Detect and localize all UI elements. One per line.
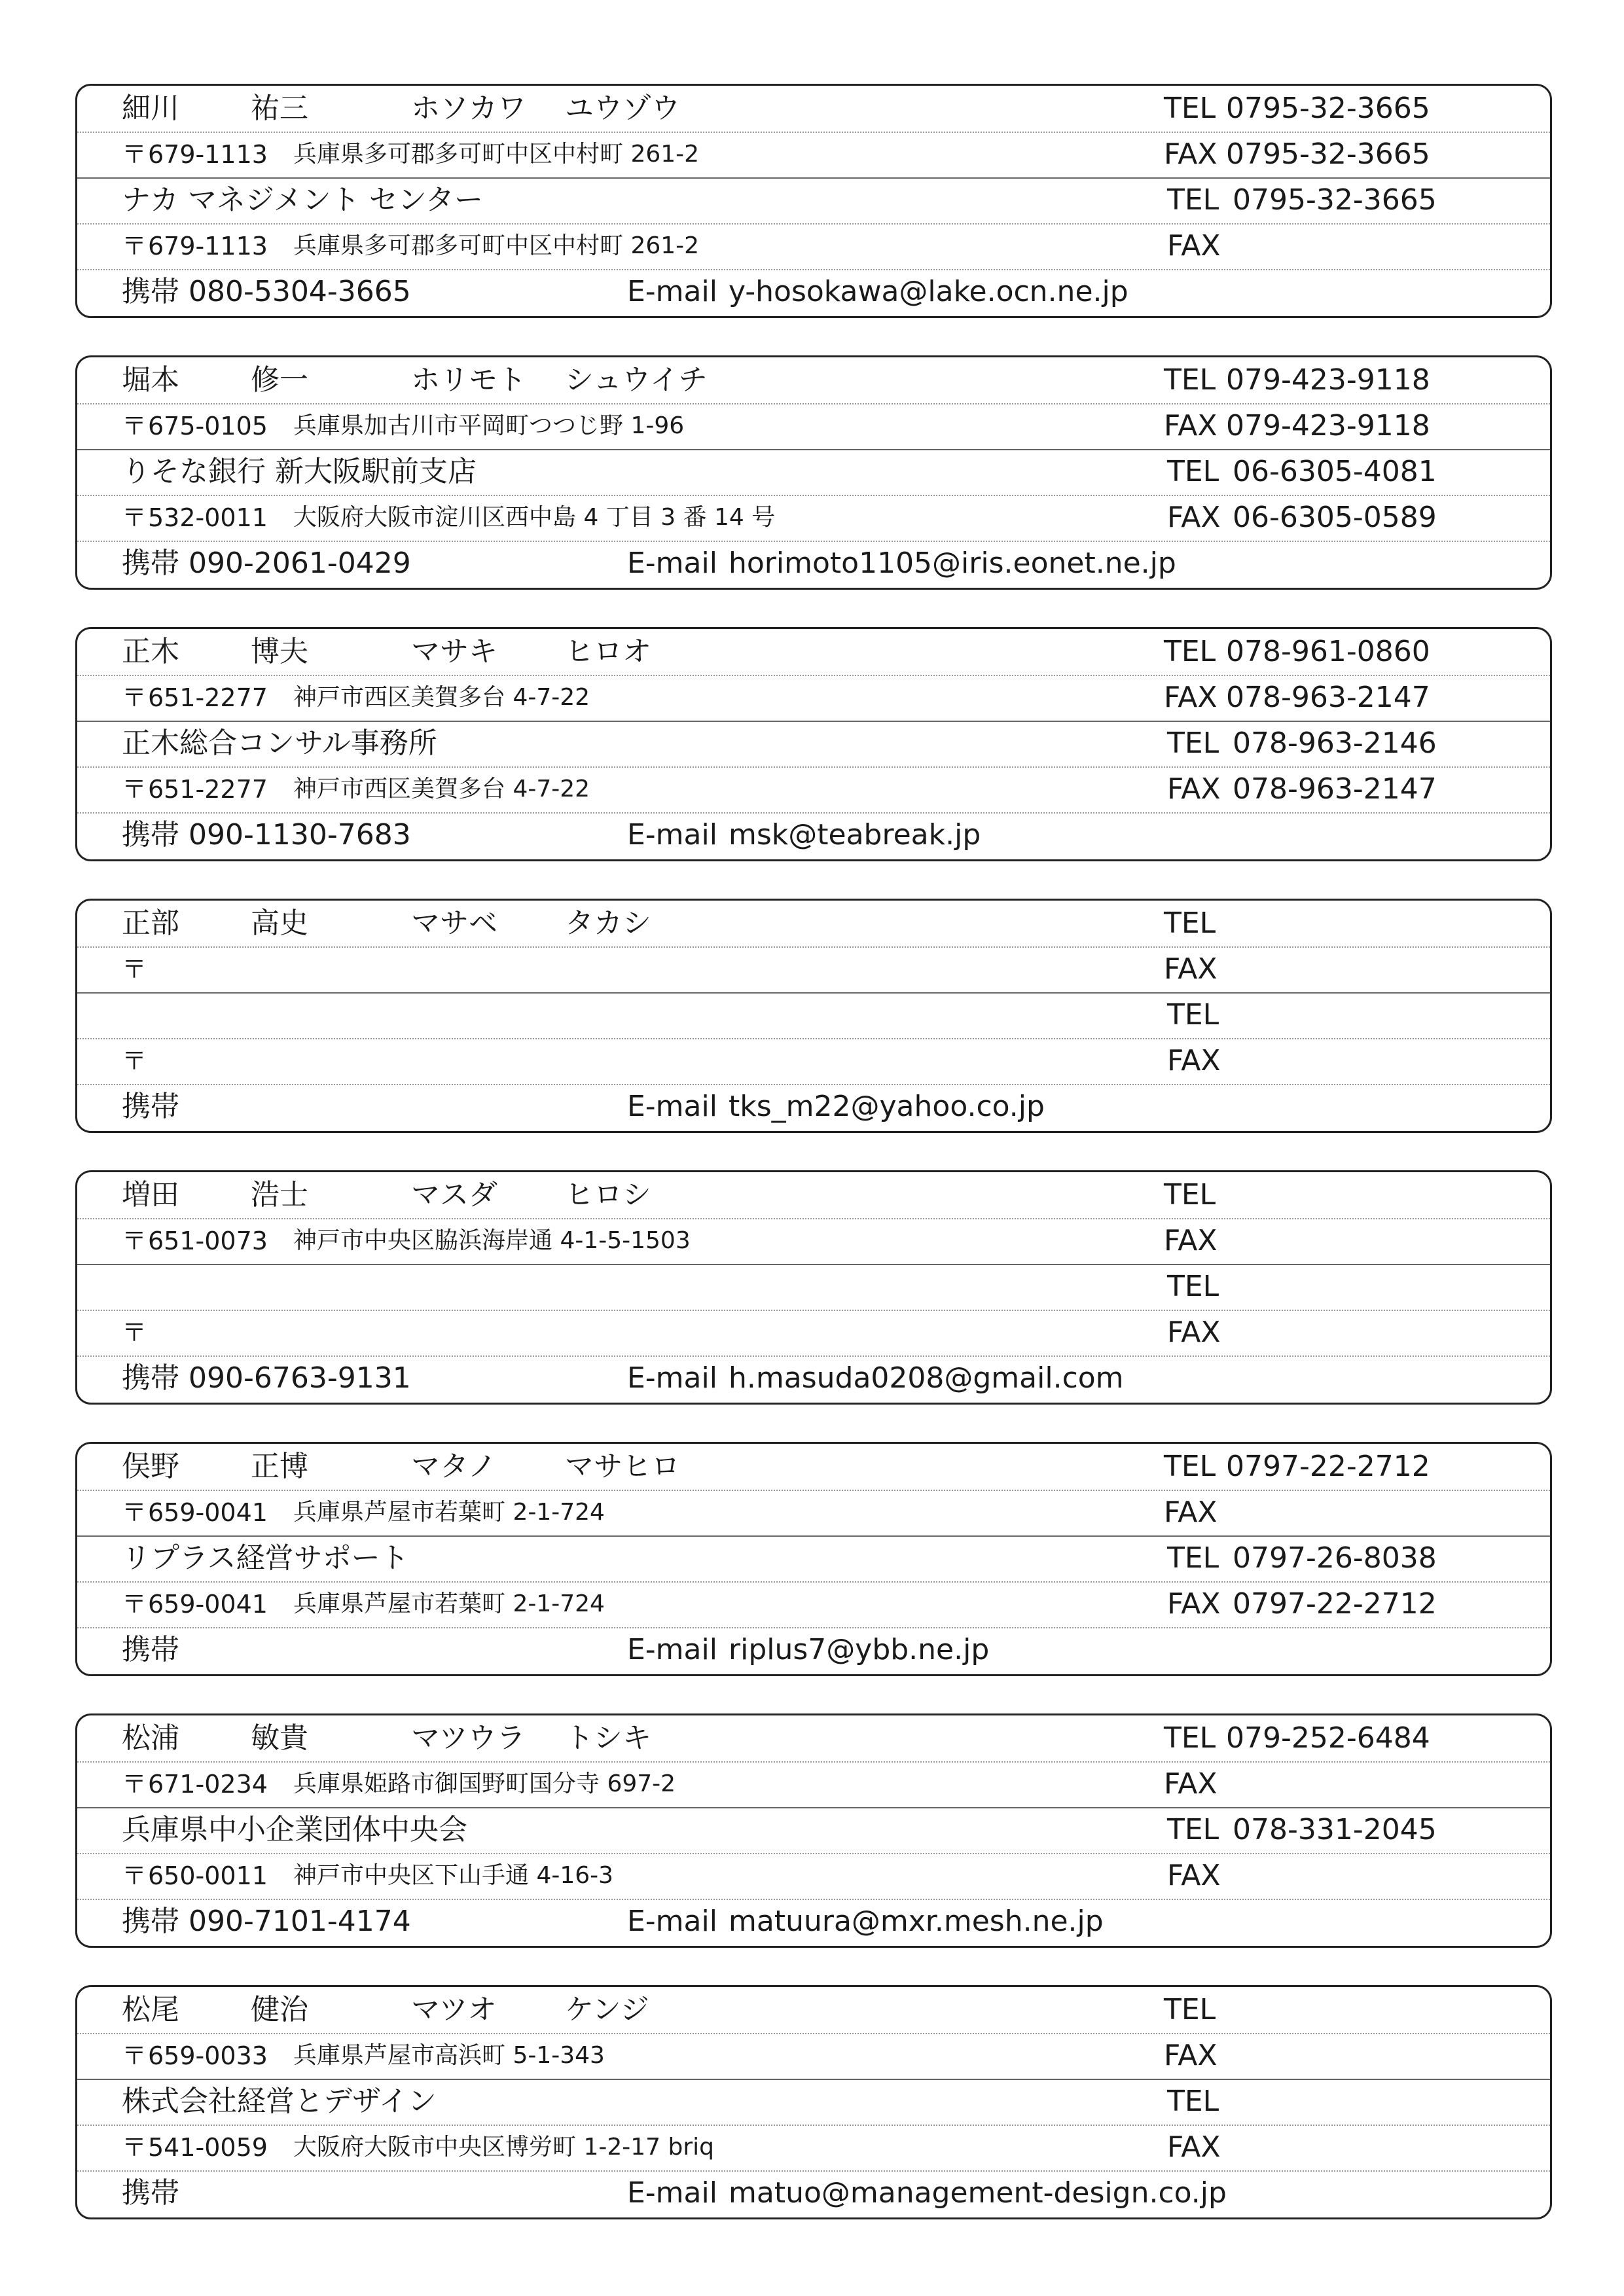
- kana-surname: ホリモト: [411, 363, 526, 397]
- kana-surname: ホソカワ: [411, 92, 526, 125]
- home-address-row: [77, 1218, 1550, 1265]
- organization-name: 株式会社経営とデザイン: [122, 2085, 437, 2118]
- home-address-row: [77, 1490, 1550, 1537]
- given-name: 正博: [251, 1450, 308, 1483]
- personal-name-row: [77, 1444, 1550, 1491]
- mobile-label: 携帯: [122, 1090, 179, 1123]
- fax-value: 078-963-2147: [1226, 681, 1430, 714]
- org-address: 大阪府大阪市淀川区西中島 4 丁目 3 番 14 号: [293, 504, 776, 531]
- given-name: 博夫: [251, 635, 308, 668]
- organization-name: りそな銀行 新大阪駅前支店: [122, 455, 477, 488]
- home-address-row: [77, 1761, 1550, 1808]
- contact-card: [75, 355, 1552, 590]
- email-label: E-mail: [627, 1090, 717, 1123]
- mobile-label: 携帯: [122, 547, 179, 580]
- postal-mark: 〒: [122, 683, 147, 712]
- mobile-value: 080-5304-3665: [189, 275, 411, 308]
- contact-card: [75, 1442, 1552, 1676]
- org-postal-code: 659-0041: [148, 1590, 268, 1619]
- surname: 増田: [122, 1178, 179, 1211]
- kana-given-name: タカシ: [565, 906, 651, 940]
- org-tel-value: 0797-26-8038: [1233, 1541, 1437, 1575]
- home-address-row: [77, 675, 1550, 722]
- org-tel-value: 0795-32-3665: [1233, 183, 1437, 217]
- org-postal-mark: 〒: [122, 1861, 147, 1890]
- organization-name: リプラス経営サポート: [122, 1541, 409, 1575]
- email-label: E-mail: [627, 818, 717, 852]
- tel-label: TEL: [1164, 635, 1216, 668]
- organization-name: 兵庫県中小企業団体中央会: [122, 1813, 467, 1846]
- fax-label: FAX: [1164, 1496, 1218, 1529]
- org-postal-mark: 〒: [122, 232, 147, 260]
- org-address: 大阪府大阪市中央区博労町 1-2-17 briq: [293, 2134, 714, 2161]
- kana-given-name: ユウゾウ: [565, 92, 680, 125]
- organization-row: [77, 2079, 1550, 2126]
- kana-given-name: ヒロシ: [565, 1178, 651, 1211]
- home-address: 兵庫県姫路市御国野町国分寺 697-2: [293, 1770, 676, 1797]
- org-postal-mark: 〒: [122, 1318, 147, 1347]
- email-value[interactable]: matuura@mxr.mesh.ne.jp: [729, 1905, 1104, 1938]
- postal-mark: 〒: [122, 412, 147, 440]
- kana-given-name: マサヒロ: [565, 1450, 680, 1483]
- surname: 細川: [122, 92, 179, 125]
- personal-name-row: [77, 901, 1550, 948]
- tel-value: 0797-22-2712: [1226, 1450, 1430, 1483]
- fax-label: FAX: [1164, 952, 1218, 986]
- fax-label: FAX: [1164, 409, 1218, 442]
- organization-row: [77, 177, 1550, 224]
- home-address-row: [77, 403, 1550, 450]
- home-address: 兵庫県芦屋市若葉町 2-1-724: [293, 1499, 605, 1526]
- contact-card: [75, 1713, 1552, 1948]
- mobile-label: 携帯: [122, 1633, 179, 1666]
- kana-given-name: ヒロオ: [565, 635, 651, 668]
- organization-row: [77, 1264, 1550, 1311]
- personal-name-row: [77, 629, 1550, 676]
- postal-code: 679-1113: [148, 140, 268, 169]
- fax-label: FAX: [1164, 681, 1218, 714]
- postal-code: 659-0041: [148, 1498, 268, 1527]
- fax-label: FAX: [1164, 1767, 1218, 1801]
- email-value[interactable]: h.masuda0208@gmail.com: [729, 1361, 1124, 1395]
- email-value[interactable]: y-hosokawa@lake.ocn.ne.jp: [729, 275, 1128, 308]
- org-address-row: [77, 223, 1550, 270]
- personal-name-row: [77, 1715, 1550, 1763]
- org-tel-label: TEL: [1167, 183, 1219, 217]
- tel-value: 0795-32-3665: [1226, 92, 1430, 125]
- personal-name-row: [77, 357, 1550, 404]
- org-fax-label: FAX: [1167, 1859, 1221, 1892]
- home-address: 兵庫県多可郡多可町中区中村町 261-2: [293, 141, 700, 168]
- kana-surname: マサベ: [411, 906, 497, 940]
- organization-row: [77, 721, 1550, 768]
- org-tel-value: 078-963-2146: [1233, 726, 1437, 760]
- fax-label: FAX: [1164, 1224, 1218, 1257]
- email-label: E-mail: [627, 1361, 717, 1395]
- tel-label: TEL: [1164, 1721, 1216, 1755]
- organization-name: ナカ マネジメント センター: [122, 183, 484, 217]
- mobile-email-row: [77, 2170, 1550, 2217]
- contact-card: [75, 1170, 1552, 1405]
- org-address-row: [77, 1853, 1550, 1900]
- org-fax-value: 078-963-2147: [1233, 772, 1437, 806]
- org-postal-code: 651-2277: [148, 775, 268, 804]
- mobile-email-row: [77, 1084, 1550, 1131]
- home-address: 兵庫県加古川市平岡町つつじ野 1-96: [293, 412, 685, 439]
- org-tel-label: TEL: [1167, 455, 1219, 488]
- mobile-value: 090-1130-7683: [189, 818, 411, 852]
- mobile-email-row: [77, 269, 1550, 316]
- org-fax-label: FAX: [1167, 501, 1221, 534]
- email-label: E-mail: [627, 275, 717, 308]
- tel-label: TEL: [1164, 1993, 1216, 2026]
- org-postal-mark: 〒: [122, 2133, 147, 2162]
- org-postal-code: 679-1113: [148, 232, 268, 260]
- given-name: 祐三: [251, 92, 308, 125]
- org-fax-label: FAX: [1167, 772, 1221, 806]
- surname: 正木: [122, 635, 179, 668]
- org-fax-label: FAX: [1167, 1316, 1221, 1349]
- postal-mark: 〒: [122, 955, 147, 984]
- kana-surname: マスダ: [411, 1178, 497, 1211]
- org-address-row: [77, 766, 1550, 814]
- org-postal-mark: 〒: [122, 1047, 147, 1075]
- given-name: 高史: [251, 906, 308, 940]
- mobile-value: 090-2061-0429: [189, 547, 411, 580]
- postal-code: 671-0234: [148, 1770, 268, 1799]
- surname: 正部: [122, 906, 179, 940]
- email-value[interactable]: riplus7@ybb.ne.jp: [729, 1633, 990, 1666]
- org-tel-value: 06-6305-4081: [1233, 455, 1437, 488]
- org-postal-code: 650-0011: [148, 1861, 268, 1890]
- org-fax-value: 06-6305-0589: [1233, 501, 1437, 534]
- email-label: E-mail: [627, 1905, 717, 1938]
- mobile-email-row: [77, 541, 1550, 588]
- mobile-value: 090-6763-9131: [189, 1361, 411, 1395]
- organization-row: [77, 1807, 1550, 1854]
- email-value[interactable]: msk@teabreak.jp: [729, 818, 981, 852]
- tel-label: TEL: [1164, 1178, 1216, 1211]
- org-tel-label: TEL: [1167, 1813, 1219, 1846]
- surname: 松浦: [122, 1721, 179, 1755]
- home-address-row: [77, 132, 1550, 179]
- surname: 俣野: [122, 1450, 179, 1483]
- home-address: 神戸市西区美賀多台 4-7-22: [293, 684, 590, 711]
- org-address: 神戸市西区美賀多台 4-7-22: [293, 776, 590, 802]
- tel-value: 079-423-9118: [1226, 363, 1430, 397]
- given-name: 健治: [251, 1993, 308, 2026]
- home-address: 兵庫県芦屋市高浜町 5-1-343: [293, 2042, 605, 2069]
- surname: 堀本: [122, 363, 179, 397]
- email-value[interactable]: horimoto1105@iris.eonet.ne.jp: [729, 547, 1176, 580]
- home-address-row: [77, 946, 1550, 994]
- org-fax-value: 0797-22-2712: [1233, 1587, 1437, 1621]
- organization-row: [77, 992, 1550, 1039]
- org-tel-label: TEL: [1167, 1270, 1219, 1303]
- personal-name-row: [77, 86, 1550, 133]
- mobile-email-row: [77, 1899, 1550, 1946]
- mobile-label: 携帯: [122, 275, 179, 308]
- org-postal-code: 541-0059: [148, 2133, 268, 2162]
- email-label: E-mail: [627, 547, 717, 580]
- home-address: 神戸市中央区脇浜海岸通 4-1-5-1503: [293, 1227, 691, 1254]
- kana-surname: マツウラ: [411, 1721, 526, 1755]
- tel-value: 078-961-0860: [1226, 635, 1430, 668]
- postal-mark: 〒: [122, 1770, 147, 1799]
- personal-name-row: [77, 1987, 1550, 2034]
- mobile-value: 090-7101-4174: [189, 1905, 411, 1938]
- organization-row: [77, 449, 1550, 496]
- mobile-label: 携帯: [122, 2176, 179, 2210]
- organization-name: 正木総合コンサル事務所: [122, 726, 437, 760]
- tel-label: TEL: [1164, 363, 1216, 397]
- org-address: 神戸市中央区下山手通 4-16-3: [293, 1862, 614, 1889]
- org-address-row: [77, 2125, 1550, 2172]
- org-postal-mark: 〒: [122, 775, 147, 804]
- postal-mark: 〒: [122, 140, 147, 169]
- fax-value: 0795-32-3665: [1226, 137, 1430, 171]
- kana-surname: マツオ: [411, 1993, 497, 2026]
- org-fax-label: FAX: [1167, 1044, 1221, 1077]
- postal-mark: 〒: [122, 2041, 147, 2070]
- kana-surname: マタノ: [411, 1450, 497, 1483]
- given-name: 修一: [251, 363, 308, 397]
- contact-card: [75, 899, 1552, 1133]
- org-fax-label: FAX: [1167, 229, 1221, 262]
- org-address-row: [77, 1310, 1550, 1357]
- tel-label: TEL: [1164, 1450, 1216, 1483]
- mobile-email-row: [77, 1355, 1550, 1403]
- org-postal-code: 532-0011: [148, 503, 268, 532]
- org-address: 兵庫県多可郡多可町中区中村町 261-2: [293, 232, 700, 259]
- mobile-label: 携帯: [122, 818, 179, 852]
- mobile-label: 携帯: [122, 1361, 179, 1395]
- tel-label: TEL: [1164, 906, 1216, 940]
- given-name: 浩士: [251, 1178, 308, 1211]
- org-fax-label: FAX: [1167, 2130, 1221, 2164]
- organization-row: [77, 1535, 1550, 1583]
- org-postal-mark: 〒: [122, 503, 147, 532]
- org-tel-label: TEL: [1167, 2085, 1219, 2118]
- org-address-row: [77, 495, 1550, 542]
- postal-mark: 〒: [122, 1498, 147, 1527]
- email-value[interactable]: tks_m22@yahoo.co.jp: [729, 1090, 1045, 1123]
- org-postal-mark: 〒: [122, 1590, 147, 1619]
- postal-code: 651-2277: [148, 683, 268, 712]
- home-address-row: [77, 2033, 1550, 2080]
- org-address-row: [77, 1581, 1550, 1628]
- email-label: E-mail: [627, 1633, 717, 1666]
- postal-code: 659-0033: [148, 2041, 268, 2070]
- fax-label: FAX: [1164, 2039, 1218, 2072]
- fax-label: FAX: [1164, 137, 1218, 171]
- tel-label: TEL: [1164, 92, 1216, 125]
- kana-given-name: シュウイチ: [565, 363, 708, 397]
- contact-card: [75, 627, 1552, 861]
- email-label: E-mail: [627, 2176, 717, 2210]
- email-value[interactable]: matuo@management-design.co.jp: [729, 2176, 1227, 2210]
- kana-given-name: トシキ: [565, 1721, 651, 1755]
- org-address-row: [77, 1038, 1550, 1085]
- kana-given-name: ケンジ: [565, 1993, 649, 2026]
- kana-surname: マサキ: [411, 635, 497, 668]
- mobile-email-row: [77, 1627, 1550, 1674]
- personal-name-row: [77, 1172, 1550, 1219]
- mobile-email-row: [77, 812, 1550, 859]
- org-tel-label: TEL: [1167, 998, 1219, 1031]
- surname: 松尾: [122, 1993, 179, 2026]
- fax-value: 079-423-9118: [1226, 409, 1430, 442]
- org-address: 兵庫県芦屋市若葉町 2-1-724: [293, 1590, 605, 1617]
- postal-code: 675-0105: [148, 412, 268, 440]
- tel-value: 079-252-6484: [1226, 1721, 1430, 1755]
- org-fax-label: FAX: [1167, 1587, 1221, 1621]
- mobile-label: 携帯: [122, 1905, 179, 1938]
- contact-card: [75, 1985, 1552, 2219]
- org-tel-value: 078-331-2045: [1233, 1813, 1437, 1846]
- org-tel-label: TEL: [1167, 726, 1219, 760]
- org-tel-label: TEL: [1167, 1541, 1219, 1575]
- given-name: 敏貴: [251, 1721, 308, 1755]
- contact-card: [75, 84, 1552, 318]
- postal-mark: 〒: [122, 1227, 147, 1255]
- postal-code: 651-0073: [148, 1227, 268, 1255]
